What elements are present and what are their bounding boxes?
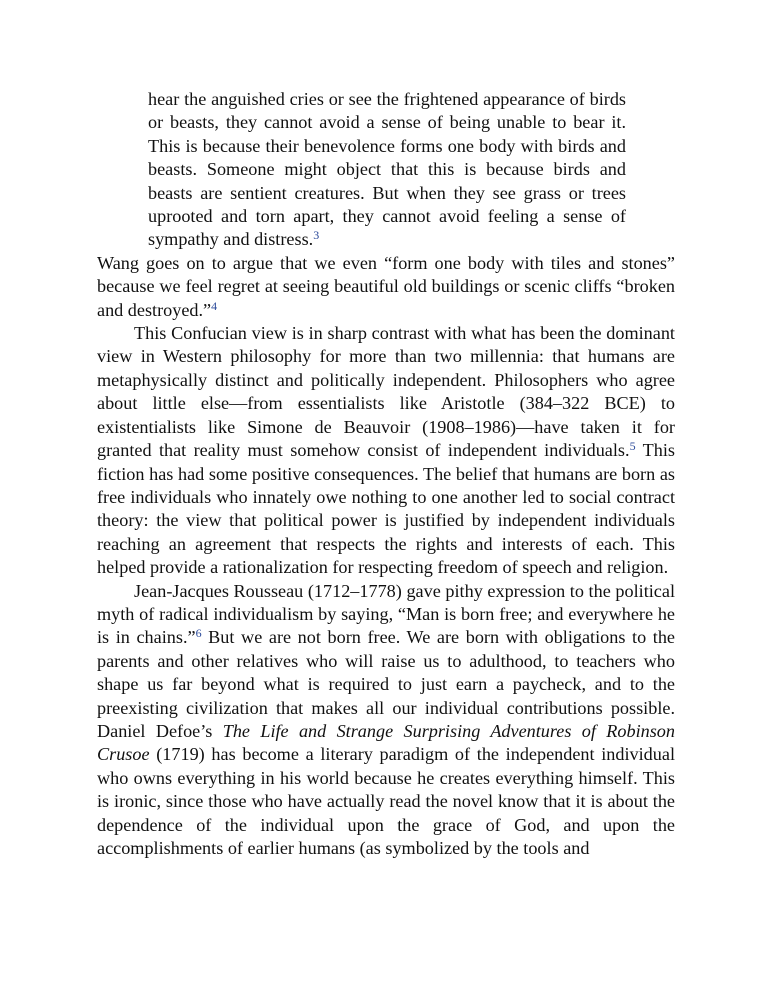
- paragraph-wang-text: Wang goes on to argue that we even “form one body with tiles and stones” because we feel regret at seeing beautiful old buildings or scenic cliffs “broken and destroyed.”: [97, 252, 675, 320]
- paragraph-confucian-text-a: This Confucian view is in sharp contrast with what has been the dominant view in Western philosophy for more than two millennia: that humans are metaphysically distinct and politically independent. Philosophers who agree about little else—from essentialists like Aristotle (384–322 BCE) to existentialists like Simone de Beauvoir (1908–1986)—have taken it for granted that reality must somehow consist of independent individuals.: [97, 323, 675, 461]
- book-title: The Life and Strange Surprising Adventures of Robinson Crusoe: [97, 720, 675, 765]
- paragraph-rousseau-text-a: Jean-Jacques Rousseau (1712–1778) gave pithy expression to the political myth of radical individualism by saying, “Man is born free; and everywhere he is in chains.”: [97, 580, 675, 648]
- paragraph-rousseau: [97, 580, 675, 861]
- paragraph-confucian-view: [97, 322, 675, 579]
- paragraph-rousseau-text-c: (1719) has become a literary paradigm of the independent individual who owns everything in his world because he creates everything himself. This is ironic, since those who have actually read the novel know that it is about the dependence of the individual upon the grace of God, and upon the accomplishments of earlier humans (as symbolized by the tools and: [97, 744, 675, 858]
- document-page: [97, 88, 675, 860]
- footnote-ref-5[interactable]: 5: [629, 439, 636, 454]
- paragraph-confucian-text-b: This fiction has had some positive consequences. The belief that humans are born as free individuals who innately owe nothing to one another led to social contract theory: the view that political power is justified by independent individuals reaching an agreement that respects the rights and interests of each. This helped provide a rationalization for respecting freedom of speech and religion.: [97, 440, 675, 578]
- footnote-ref-6[interactable]: 6: [195, 626, 202, 641]
- paragraph-wang: [97, 252, 675, 322]
- block-quote-text: hear the anguished cries or see the frightened appearance of birds or beasts, they cannot avoid a sense of being unable to bear it. This is because their benevolence forms one body with birds and beasts. Someone might object that this is because birds and beasts are sentient creatures. But when they see grass or trees uprooted and torn apart, they cannot avoid feeling a sense of sympathy and distress.: [148, 89, 626, 250]
- block-quote: [148, 88, 626, 252]
- footnote-ref-3[interactable]: 3: [313, 228, 320, 243]
- footnote-ref-4[interactable]: 4: [211, 298, 218, 313]
- paragraph-rousseau-text-b: But we are not born free. We are born with obligations to the parents and other relatives who will raise us to adulthood, to teachers who shape us far beyond what is required to just earn a paycheck, and to the preexisting civilization that makes all our individual contributions possible. Daniel Defoe’s: [97, 627, 675, 741]
